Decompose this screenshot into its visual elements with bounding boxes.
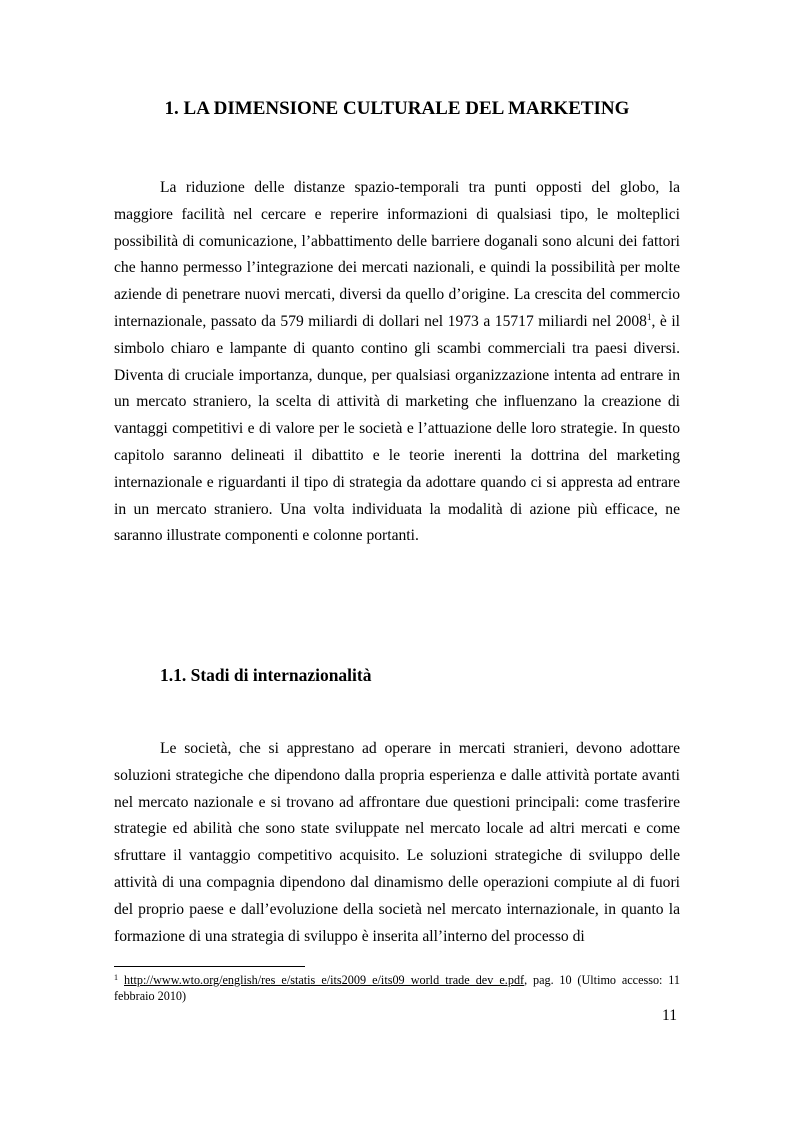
intro-paragraph: [114, 175, 680, 550]
intro-text-part1: La riduzione delle distanze spazio-temporali tra punti opposti del globo, la maggiore facilità nel cercare e reperire informazioni di qualsiasi tipo, le molteplici possibilità di comunicazione, l’abbattimento delle barriere doganali sono alcuni dei fattori che hanno permesso l’integrazione dei mercati nazionali, e quindi la possibilità per molte aziende di penetrare nuovi mercati, diversi da quello d’origine. La crescita del commercio internazionale, passato da 579 miliardi di dollari nel 1973 a 15717 miliardi nel 2008: [114, 179, 680, 330]
chapter-title: 1. LA DIMENSIONE CULTURALE DEL MARKETING: [164, 98, 630, 119]
section-paragraph: Le società, che si apprestano ad operare in mercati stranieri, devono adottare soluzioni strategiche che dipendono dalla propria esperienza e dalle attività portate avanti nel mercato nazionale e si trovano ad affrontare due questioni principali: come trasferire strategie ed abilità che sono state sviluppate nel mercato locale ad altri mercati e come sfruttare il vantaggio competitivo acquisito. Le soluzioni strategiche di sviluppo delle attività di una compagnia dipendono dal dinamismo delle operazioni compiute al di fuori del proprio paese e dall’evoluzione della società nel mercato internazionale, in quanto la formazione di una strategia di sviluppo è inserita all’interno del processo di: [114, 740, 680, 945]
footnote-text: , pag. 10 (Ultimo accesso: 11 febbraio 2010): [114, 973, 680, 1003]
intro-text-part2: , è il simbolo chiaro e lampante di quanto contino gli scambi commerciali tra paesi diversi. Diventa di cruciale importanza, dunque, per qualsiasi organizzazione intenta ad entrare in un mercato straniero, la scelta di attività di marketing che influenzano la creazione di vantaggi competitivi e di valore per le società e l’attuazione delle loro strategie. In questo capitolo saranno delineati il dibattito e le teorie inerenti la dottrina del marketing internazionale e riguardanti il tipo di strategia da adottare quando ci si appresta ad entrare in un mercato straniero. Una volta individuata la modalità di azione più efficace, ne saranno illustrate componenti e colonne portanti.: [114, 312, 680, 545]
section-title: 1.1. Stadi di internazionalità: [160, 665, 372, 685]
page-number: 11: [662, 1007, 678, 1024]
footnote-link[interactable]: http://www.wto.org/english/res_e/statis_e/its2009_e/its09_world_trade_dev_e.pdf: [124, 973, 525, 987]
footnote-reference[interactable]: 1: [646, 311, 652, 322]
footnote: [114, 973, 680, 1004]
footnote-number: 1: [114, 973, 118, 982]
footnote-separator: [114, 966, 305, 967]
